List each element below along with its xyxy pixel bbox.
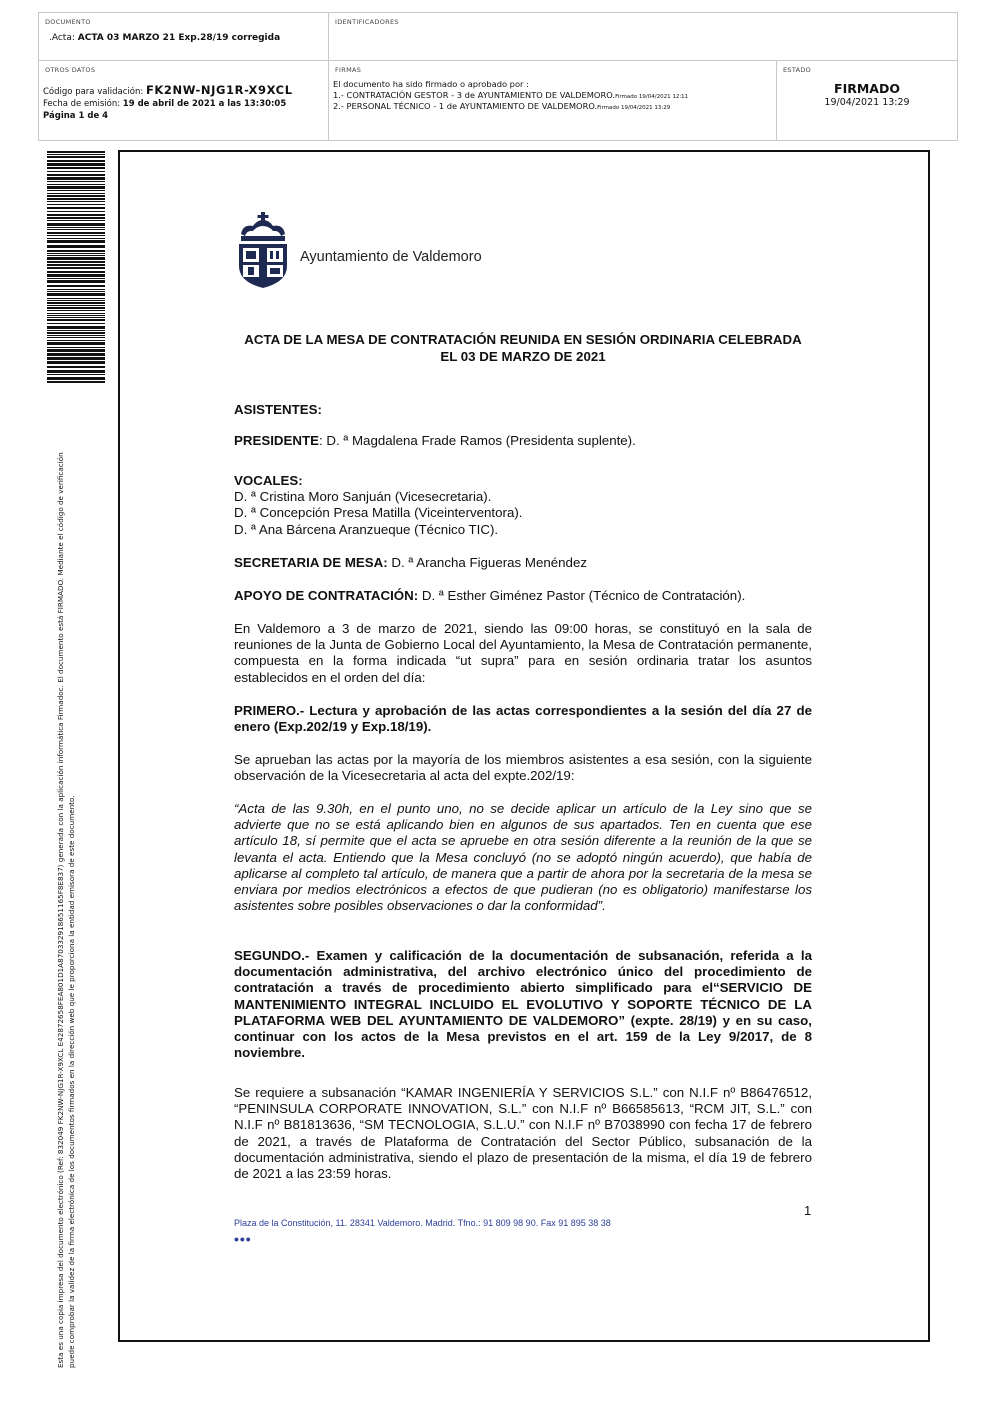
- barcode-stripe: [47, 326, 105, 329]
- firmas-cell: [329, 61, 777, 140]
- vocal-item: D. ª Cristina Moro Sanjuán (Vicesecretaria).: [234, 489, 492, 505]
- barcode-stripe: [47, 340, 105, 341]
- secretaria-value: D. ª Arancha Figueras Menéndez: [387, 555, 587, 570]
- barcode-stripe: [47, 160, 105, 162]
- barcode-stripe: [47, 307, 105, 309]
- footer-dots: •••: [234, 1231, 252, 1247]
- barcode-stripe: [47, 317, 105, 318]
- primero-paragraph: Se aprueban las actas por la mayoría de los miembros asistentes a esa sesión, con la siguiente observación de la Vicesecretaria al acta del expte.202/19:: [234, 752, 812, 784]
- firma-1-date: Firmado 19/04/2021 12:11: [615, 94, 689, 100]
- barcode-stripe: [47, 253, 105, 254]
- documento-line: [49, 33, 280, 43]
- barcode-stripe: [47, 323, 105, 324]
- barcode-stripe: [47, 198, 105, 200]
- barcode-stripe: [47, 319, 105, 321]
- barcode-stripe: [47, 271, 105, 273]
- documento-prefix: .Acta:: [49, 33, 78, 43]
- apoyo-value: D. ª Esther Giménez Pastor (Técnico de Contratación).: [418, 588, 746, 603]
- barcode-stripe: [47, 207, 105, 209]
- segundo-paragraph: Se requiere a subsanación “KAMAR INGENIERÍA Y SERVICIOS S.L.” con N.I.F nº B86476512, “PENINSULA CORPORATE INNOVATION, S.L.” con N.I.F nº B66585613, “RCM JIT, S.L.” con N.I.F nº B81813636, “SM TECNOLOGIA, S.L.U.” con N.I.F nº B7038990 con fecha 17 de febrero de 2021, a través de Plataforma de Contratación del Sector Público, subsanación de la documentación administrativa, siendo el plazo de presentación de la misma, el día 19 de febrero de 2021 a las 23:59 horas.: [234, 1085, 812, 1182]
- secretaria-line: [234, 555, 812, 571]
- barcode-stripe: [47, 280, 105, 283]
- barcode-stripe: [47, 313, 105, 314]
- vocal-item: D. ª Ana Bárcena Aranzueque (Técnico TIC).: [234, 521, 499, 537]
- barcode-stripe: [47, 264, 105, 266]
- margin-line-1: Esta es una copia impresa del documento electrónico (Ref: 832049 FK2NW-NJG1R-X9XCL E42872658FEA801D1A870332918651165F8E837) generada con la aplicación informática Firmadoc. El documento está FIRMADO. Mediante el código de verificación: [56, 452, 65, 1368]
- estado-date: 19/04/2021 13:29: [824, 97, 910, 108]
- barcode-stripe: [47, 347, 105, 348]
- document-title: [234, 331, 812, 365]
- barcode-stripe: [47, 305, 105, 306]
- estado-value: FIRMADO: [834, 81, 900, 96]
- barcode-stripe: [47, 255, 105, 256]
- primero-heading: PRIMERO.- Lectura y aprobación de las actas correspondientes a la sesión del día 27 de enero (Exp.202/19 y Exp.18/19).: [234, 703, 812, 735]
- barcode-stripe: [47, 250, 105, 252]
- barcode-stripe: [47, 330, 105, 331]
- barcode-icon: [47, 151, 105, 383]
- intro-paragraph: En Valdemoro a 3 de marzo de 2021, siendo las 09:00 horas, se constituyó en la sala de reuniones de la Junta de Gobierno Local del Ayuntamiento, la Mesa de Contratación permanente, compuesta en la forma indicada “ut supra” para en sesión ordinaria tratar los asuntos establecidos en el orden del día:: [234, 621, 812, 685]
- estado-label: ESTADO: [783, 66, 812, 74]
- barcode-stripe: [47, 181, 105, 182]
- apoyo-line: [234, 588, 812, 604]
- margin-line-2: puede comprobar la validez de la firma electrónica de los documentos firmados en la dirección web que le proporciona la entidad emisora de este documento.: [67, 795, 76, 1368]
- title-line-1: ACTA DE LA MESA DE CONTRATACIÓN REUNIDA EN SESIÓN ORDINARIA CELEBRADA: [244, 332, 802, 347]
- vocales-block: [234, 473, 812, 538]
- firma-2: [333, 101, 670, 111]
- barcode-stripe: [47, 337, 105, 338]
- barcode-stripe: [47, 381, 105, 383]
- estado-cell: [777, 61, 957, 140]
- barcode-stripe: [47, 370, 105, 373]
- codigo-value[interactable]: FK2NW-NJG1R-X9XCL: [145, 83, 293, 97]
- barcode-stripe: [47, 332, 105, 334]
- barcode-stripe: [47, 361, 105, 364]
- barcode-stripe: [47, 238, 105, 239]
- barcode-stripe: [47, 184, 105, 185]
- barcode-stripe: [47, 214, 105, 216]
- barcode-stripe: [47, 377, 105, 380]
- barcode-stripe: [47, 349, 105, 352]
- barcode-stripe: [47, 310, 105, 311]
- otros-datos-label: OTROS DATOS: [45, 66, 96, 74]
- barcode-stripe: [47, 229, 105, 230]
- barcode-stripe: [47, 261, 105, 263]
- barcode-stripe: [47, 204, 105, 205]
- otros-datos-cell: [39, 61, 329, 140]
- barcode-stripe: [47, 289, 105, 290]
- barcode-stripe: [47, 227, 105, 228]
- barcode-stripe: [47, 357, 105, 360]
- presidente-line: [234, 433, 812, 449]
- barcode-stripe: [47, 195, 105, 197]
- barcode-stripe: [47, 245, 105, 248]
- barcode-stripe: [47, 278, 105, 279]
- barcode-stripe: [47, 267, 105, 269]
- documento-label: DOCUMENTO: [45, 18, 91, 26]
- barcode-stripe: [47, 302, 105, 304]
- barcode-stripe: [47, 240, 105, 243]
- barcode-stripe: [47, 171, 105, 172]
- barcode-stripe: [47, 374, 105, 375]
- vicesecretaria-quote: “Acta de las 9.30h, en el punto uno, no se decide aplicar un artículo de la Ley sino que se advierte que no se está aplicando bien en algunos de sus apartados. Ten en cuenta que ese artículo 18, sí permite que el acta se apruebe en otra sesión diferente a la reunión de la que se levanta el acta. Entiendo que la Mesa concluyó (no se adoptó ningún acuerdo), que había de aplicarse al completo tal artículo, de manera que a partir de ahora por la secretaria de la mesa se enviara por medios electrónicos a efectos de que pudieran (no es obligatorio) manifestarse los asistentes sobre posibles observaciones o dar la conformidad”.: [234, 801, 812, 914]
- barcode-stripe: [47, 315, 105, 316]
- barcode-stripe: [47, 193, 105, 194]
- fecha-emision: [43, 99, 286, 109]
- page-number: 1: [804, 1203, 812, 1218]
- barcode-stripe: [47, 186, 105, 189]
- asistentes-heading: ASISTENTES:: [234, 402, 322, 417]
- barcode-stripe: [47, 156, 105, 158]
- barcode-stripe: [47, 342, 105, 345]
- fecha-value: 19 de abril de 2021 a las 13:30:05: [122, 99, 287, 109]
- barcode-stripe: [47, 220, 105, 221]
- barcode-stripe: [47, 353, 105, 356]
- barcode-stripe: [47, 298, 105, 299]
- documento-value: ACTA 03 MARZO 21 Exp.28/19 corregida: [77, 33, 281, 43]
- segundo-heading: SEGUNDO.- Examen y calificación de la documentación de subsanación, referida a la documentación administrativa, del archivo electrónico único del procedimiento de contratación a través de procedimiento abierto simplificado para el“SERVICIO DE MANTENIMIENTO INTEGRAL INCLUIDO EL EVOLUTIVO Y SOPORTE TÉCNICO DE LA PLATAFORMA WEB DEL AYUNTAMIENTO DE VALDEMORO” (expte. 28/19) y en su caso, continuar con los actos de la Mesa previstos en el art. 159 de la Ley 9/2017, de 8 noviembre.: [234, 948, 812, 1061]
- barcode-stripe: [47, 154, 105, 155]
- pagina-count: Página 1 de 4: [43, 111, 109, 121]
- vocales-label: VOCALES:: [234, 473, 303, 488]
- barcode-stripe: [47, 163, 105, 166]
- barcode-stripe: [47, 190, 105, 191]
- presidente-value: : D. ª Magdalena Frade Ramos (Presidenta suplente).: [318, 433, 636, 448]
- barcode-stripe: [47, 232, 105, 234]
- barcode-stripe: [47, 335, 105, 336]
- barcode-stripe: [47, 291, 105, 292]
- firma-2-text: 2.- PERSONAL TÉCNICO - 1 de AYUNTAMIENTO DE VALDEMORO.: [333, 101, 598, 111]
- barcode-stripe: [47, 293, 105, 296]
- barcode-stripe: [47, 300, 105, 301]
- footer-address: Plaza de la Constitución, 11. 28341 Valdemoro. Madrid. Tfno.: 91 809 98 90. Fax 91 895 38 38: [234, 1218, 611, 1228]
- codigo-prefix: Código para validación:: [43, 87, 146, 97]
- firma-1: [333, 90, 688, 100]
- barcode-stripe: [47, 201, 105, 202]
- organization-name: Ayuntamiento de Valdemoro: [300, 249, 482, 265]
- firmas-intro: El documento ha sido firmado o aprobado por :: [333, 79, 529, 89]
- firma-2-date: Firmado 19/04/2021 13:29: [597, 105, 671, 111]
- barcode-stripe: [47, 217, 105, 219]
- barcode-stripe: [47, 274, 105, 277]
- identificadores-cell: [329, 13, 957, 61]
- barcode-stripe: [47, 257, 105, 260]
- barcode-stripe: [47, 177, 105, 180]
- barcode-stripe: [47, 211, 105, 212]
- barcode-stripe: [47, 151, 105, 153]
- barcode-stripe: [47, 285, 105, 287]
- barcode-stripe: [47, 366, 105, 368]
- barcode-stripe: [47, 167, 105, 169]
- firmas-label: FIRMAS: [335, 66, 362, 74]
- secretaria-label: SECRETARIA DE MESA:: [234, 555, 388, 570]
- fecha-prefix: Fecha de emisión:: [43, 99, 123, 109]
- identificadores-label: IDENTIFICADORES: [335, 18, 399, 26]
- coat-of-arms-logo-icon: [233, 210, 293, 290]
- document-header: [38, 12, 958, 141]
- title-line-2: EL 03 DE MARZO DE 2021: [440, 349, 606, 364]
- presidente-label: PRESIDENTE: [234, 433, 319, 448]
- firma-1-text: 1.- CONTRATACIÓN GESTOR - 3 de AYUNTAMIENTO DE VALDEMORO.: [333, 90, 616, 100]
- barcode-stripe: [47, 235, 105, 236]
- barcode-stripe: [47, 223, 105, 226]
- vocal-item: D. ª Concepción Presa Matilla (Viceinterventora).: [234, 505, 523, 521]
- apoyo-label: APOYO DE CONTRATACIÓN:: [234, 588, 419, 603]
- verification-margin-text: [55, 388, 77, 1368]
- codigo-validacion: [43, 83, 293, 97]
- barcode-stripe: [47, 174, 105, 176]
- documento-cell: [39, 13, 329, 61]
